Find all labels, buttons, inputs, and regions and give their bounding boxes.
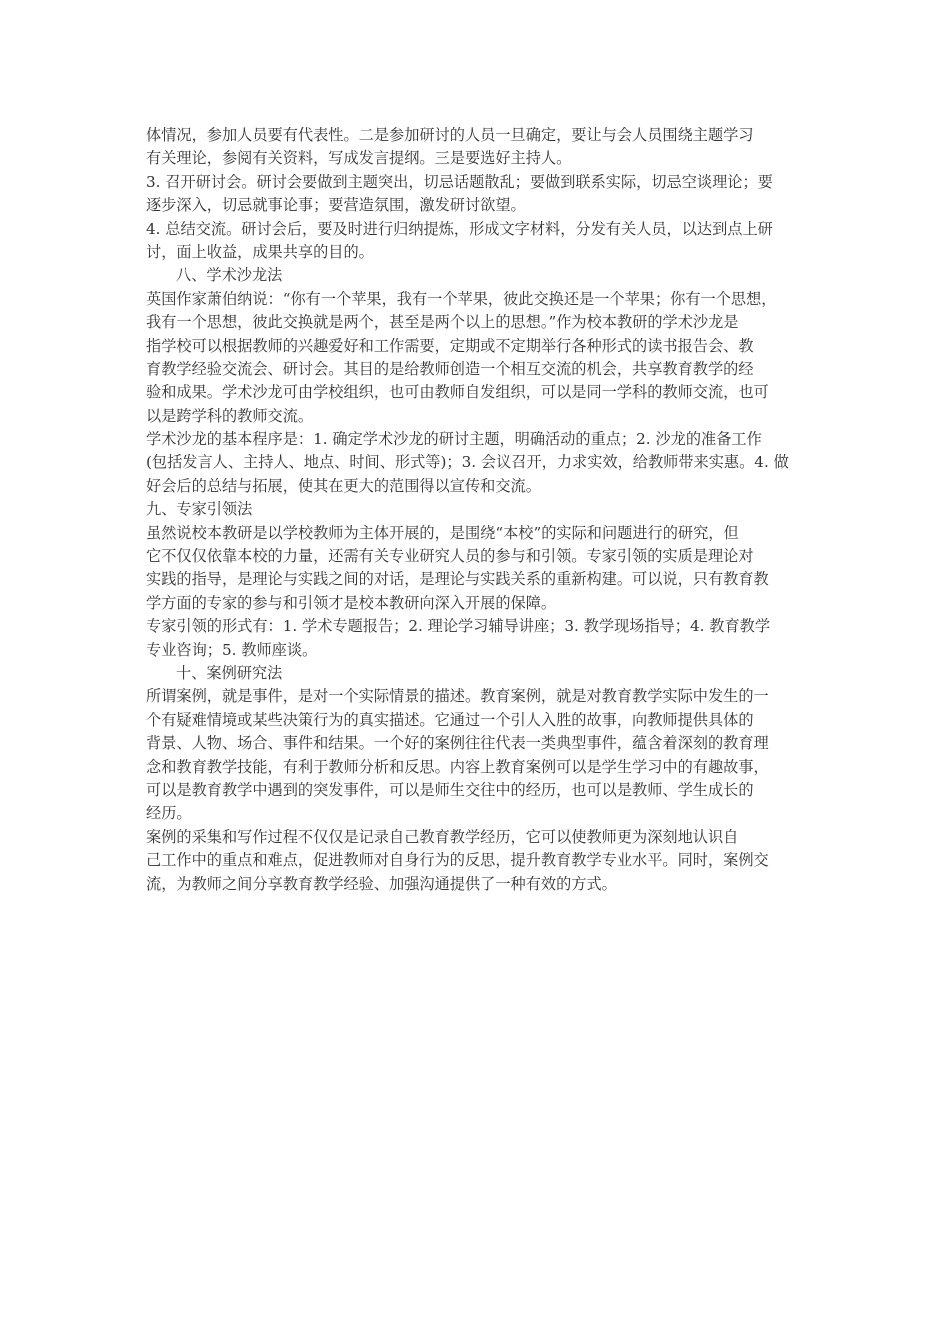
text-line: 英国作家萧伯纳说：“你有一个苹果，我有一个苹果，彼此交换还是一个苹果；你有一个思想， [146, 289, 777, 308]
text-line: 学方面的专家的参与和引领才是校本教研向深入开展的保障。 [146, 593, 557, 612]
text-line: 专家引领的形式有：1. 学术专题报告；2. 理论学习辅导讲座；3. 教学现场指导；4. 教育教学 [146, 617, 771, 636]
section-heading: 八、学术沙龙法 [176, 266, 283, 285]
text-line: 背景、人物、场合、事件和结果。一个好的案例往往代表一类典型事件，蕴含着深刻的教育理 [146, 734, 769, 753]
text-line: 可以是教育教学中遇到的突发事件，可以是师生交往中的经历，也可以是教师、学生成长的 [146, 780, 754, 799]
text-line: 4. 总结交流。研讨会后，要及时进行归纳提炼，形成文字材料，分发有关人员，以达到点上研 [146, 219, 773, 238]
section-heading: 十、案例研究法 [176, 663, 283, 682]
text-line: 育教学经验交流会、研讨会。其目的是给教师创造一个相互交流的机会，共享教育教学的经 [146, 359, 754, 378]
text-line: 好会后的总结与拓展，使其在更大的范围得以宣传和交流。 [146, 476, 541, 495]
text-line: 指学校可以根据教师的兴趣爱好和工作需要，定期或不定期举行各种形式的读书报告会、教 [146, 336, 754, 355]
text-line: 3. 召开研讨会。研讨会要做到主题突出，切忌话题散乱；要做到联系实际，切忌空谈理论；要 [146, 172, 773, 191]
text-line: 体情况，参加人员要有代表性。二是参加研讨的人员一旦确定，要让与会人员围绕主题学习 [146, 126, 754, 144]
text-line: 念和教育教学技能，有利于教师分析和反思。内容上教育案例可以是学生学习中的有趣故事， [146, 757, 769, 776]
text-line: 逐步深入，切忌就事论事；要营造氛围，激发研讨欲望。 [146, 196, 526, 215]
text-line: 学术沙龙的基本程序是：1. 确定学术沙龙的研讨主题，明确活动的重点；2. 沙龙的准备工作 [146, 430, 762, 449]
text-line: 以是跨学科的教师交流。 [146, 406, 314, 425]
text-line: 验和成果。学术沙龙可由学校组织，也可由教师自发组织，可以是同一学科的教师交流，也可 [146, 383, 769, 402]
text-line: (包括发言人、主持人、地点、时间、形式等)；3. 会议召开，力求实效，给教师带来实惠。4. 做 [146, 453, 789, 472]
text-line: 讨，面上收益，成果共享的目的。 [146, 242, 374, 261]
text-line: 实践的指导，是理论与实践之间的对话，是理论与实践关系的重新构建。可以说，只有教育教 [146, 570, 769, 589]
text-line: 九、专家引领法 [146, 500, 253, 519]
text-line: 虽然说校本教研是以学校教师为主体开展的，是围绕“本校”的实际和问题进行的研究，但 [146, 523, 739, 542]
text-line: 流，为教师之间分享教育教学经验、加强沟通提供了一种有效的方式。 [146, 874, 617, 893]
text-line: 专业咨询；5. 教师座谈。 [146, 640, 318, 659]
text-line: 所谓案例，就是事件，是对一个实际情景的描述。教育案例，就是对教育教学实际中发生的一 [146, 687, 769, 706]
document-body [146, 124, 826, 896]
text-line: 己工作中的重点和难点，促进教师对自身行为的反思，提升教育教学专业水平。同时，案例交 [146, 851, 769, 870]
text-line: 案例的采集和写作过程不仅仅是记录自己教育教学经历，它可以使教师更为深刻地认识自 [146, 827, 739, 846]
text-line: 经历。 [146, 804, 192, 823]
text-line: 它不仅仅依靠本校的力量，还需有关专业研究人员的参与和引领。专家引领的实质是理论对 [146, 547, 754, 566]
text-line: 个有疑难情境或某些决策行为的真实描述。它通过一个引人入胜的故事，向教师提供具体的 [146, 710, 754, 729]
text-line: 我有一个思想，彼此交换就是两个，甚至是两个以上的思想。”作为校本教研的学术沙龙是 [146, 313, 739, 332]
text-line: 有关理论，参阅有关资料，写成发言提纲。三是要选好主持人。 [146, 149, 572, 168]
